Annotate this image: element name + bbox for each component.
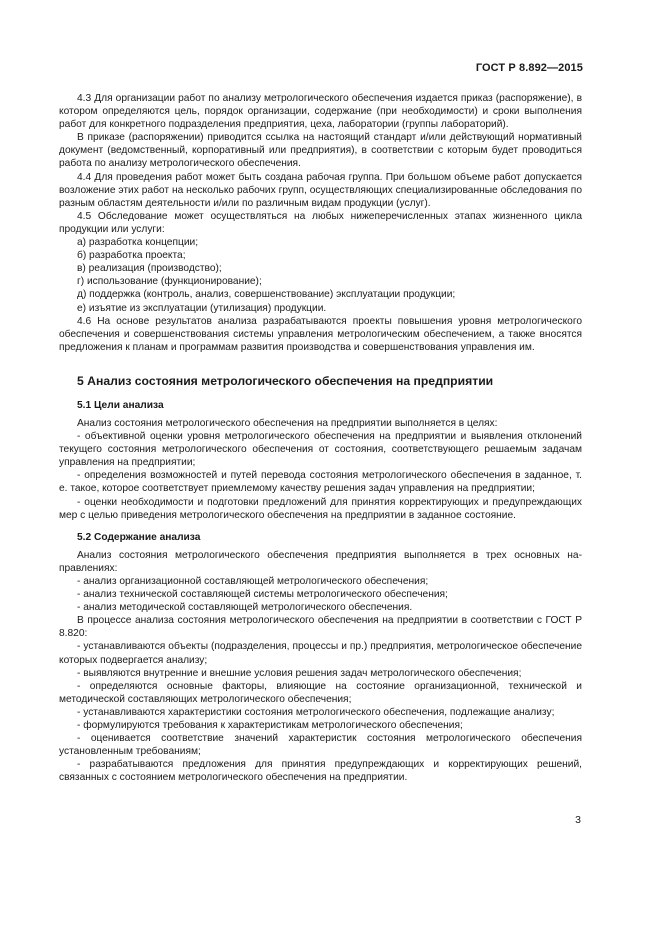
- stage-item: в) реализация (производство);: [77, 263, 222, 275]
- stage-item: б) разработка проекта;: [77, 250, 186, 262]
- page-number: 3: [575, 814, 581, 826]
- paragraph-4-3-order: В приказе (распоряжении) приводится ссылка на настоящий стандарт и/или действующий нормативный документ (ведомственный, корпоративный или предприятия), в соответствии с которым будет проводиться работа по анализу метрологического обеспечения.: [59, 132, 582, 170]
- process-item: - оценивается соответствие значений характеристик состояния метрологического обеспечения установленным требованиям;: [59, 733, 582, 758]
- process-item: - устанавливаются объекты (подразделения, процессы и пр.) предприятия, метрологическое обеспечение которых подвергается анализу;: [59, 641, 582, 666]
- paragraph-4-5: 4.5 Обследование может осуществляться на любых нижеперечисленных этапах жизненного цикла продукции или услуги:: [59, 210, 582, 235]
- process-item: - выявляются внутренние и внешние условия решения задач метрологического обеспечения;: [77, 667, 522, 679]
- subsection-5-1-intro: Анализ состояния метрологического обеспечения на предприятии выполняется в целях:: [77, 417, 498, 429]
- stage-item: г) использование (функционирование);: [77, 276, 262, 288]
- process-item: - устанавливаются характеристики состояния метрологического обеспечения, подлежащие анализу;: [77, 706, 555, 718]
- goal-item: - оценки необходимости и подготовки предложений для принятия корректирующих и предупреждающих мер с целью приведения метрологического обеспечения на предприятии в заданное состояние.: [59, 496, 582, 521]
- direction-item: - анализ методической составляющей метрологического обеспечения.: [77, 602, 413, 614]
- stage-item: д) поддержка (контроль, анализ, совершенствование) эксплуатации продукции;: [77, 289, 456, 301]
- section-5-title: 5 Анализ состояния метрологического обеспечения на предприятии: [77, 373, 494, 388]
- process-item: - определяются основные факторы, влияющие на состояние организационной, технической и методической составляющих метрологического обеспечения;: [59, 680, 582, 705]
- paragraph-4-3: 4.3 Для организации работ по анализу метрологического обеспечения издается приказ (распоряжение), в котором определяются цель, порядок организации, содержание (при необходимости) и сроки выполнения работ для конкретного подразделения предприятия, цеха, лаборатории (группы лабораторий).: [59, 93, 582, 131]
- subsection-5-2-title: 5.2 Содержание анализа: [77, 531, 201, 543]
- direction-item: - анализ технической составляющей системы метрологического обеспечения;: [77, 589, 448, 601]
- goal-item: - объективной оценки уровня метрологического обеспечения на предприятии и выявления отклонений текущего состояния метрологического обеспечения от состояния, соответствующего решаемым задачам управления на предприятии;: [59, 431, 582, 469]
- stage-item: а) разработка концепции;: [77, 237, 199, 249]
- standard-header: ГОСТ Р 8.892—2015: [475, 62, 583, 74]
- process-item: - формулируются требования к характеристикам метрологического обеспечения;: [77, 720, 463, 732]
- paragraph-4-4: 4.4 Для проведения работ может быть создана рабочая группа. При большом объеме работ допускается возложение этих работ на несколько рабочих групп, осуществляющих специализированные обследования по разным областям деятельности и/или по различным видам продукции (услуг).: [59, 171, 582, 209]
- process-intro: В процессе анализа состояния метрологического обеспечения на предприятии в соответствии с ГОСТ Р 8.820:: [59, 615, 582, 640]
- subsection-5-2-intro: Анализ состояния метрологического обеспечения предприятия выполняется в трех основных направлениях:: [59, 549, 582, 574]
- subsection-5-1-title: 5.1 Цели анализа: [77, 399, 164, 411]
- goal-item: - определения возможностей и путей перевода состояния метрологического обеспечения в заданное, т. е. такое, которое соответствует приемлемому качеству решения задач управления на предприятии;: [59, 470, 582, 495]
- process-item: - разрабатываются предложения для принятия предупреждающих и корректирующих решений, связанных с состоянием метрологического обеспечения на предприятии.: [59, 759, 582, 784]
- direction-item: - анализ организационной составляющей метрологического обеспечения;: [77, 576, 429, 587]
- page-content: [59, 92, 582, 785]
- stage-item: е) изъятие из эксплуатации (утилизация) продукции.: [77, 302, 327, 314]
- paragraph-4-6: 4.6 На основе результатов анализа разрабатываются проекты повышения уровня метрологического обеспечения и совершенствования системы управления метрологическим обеспечением, а также вносятся предложения к планам и программам развития производства и совершенствования управления им.: [59, 315, 582, 353]
